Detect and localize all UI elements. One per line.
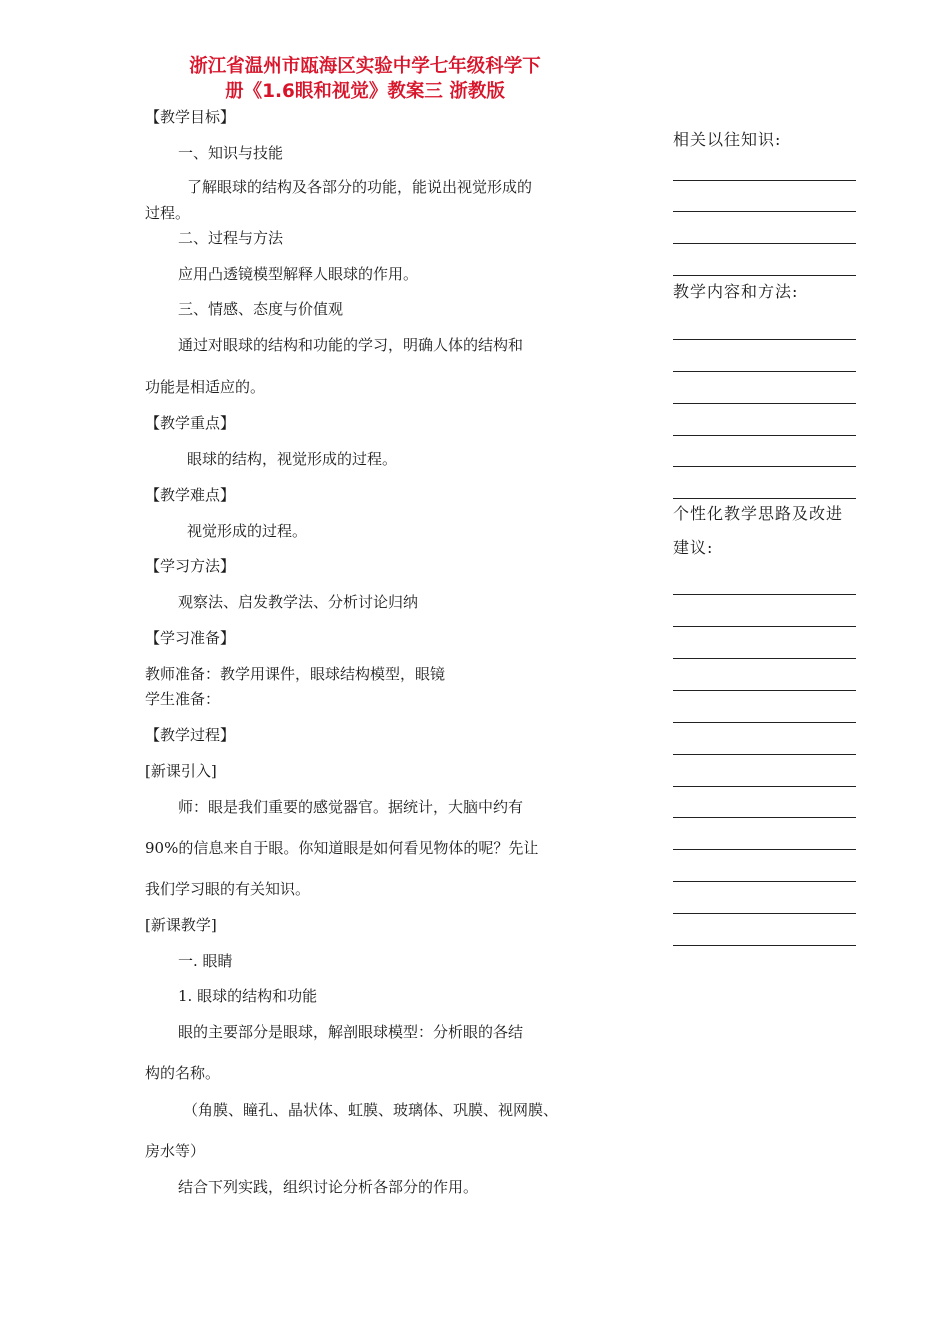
teacher-prep: 教师准备：教学用课件，眼球结构模型，眼镜	[145, 665, 446, 683]
procedure-heading: 【教学过程】	[145, 726, 236, 744]
intro-heading: [新课引入]	[145, 762, 217, 780]
note-line	[673, 435, 856, 436]
emotion-text-2: 功能是相适应的。	[145, 378, 266, 396]
note-line	[673, 275, 856, 276]
knowledge-text-1: 了解眼球的结构及各部分的功能，能说出视觉形成的	[187, 178, 533, 196]
parts-text-2: 房水等）	[145, 1142, 206, 1160]
intro-text-2: 90%的信息来自于眼。你知道眼是如何看见物体的呢？先让	[145, 839, 539, 857]
note-line	[673, 594, 856, 595]
note-line	[673, 339, 856, 340]
knowledge-heading: 一、知识与技能	[178, 144, 284, 162]
student-prep: 学生准备：	[145, 690, 221, 708]
note-line	[673, 180, 856, 181]
teach-heading: [新课教学]	[145, 916, 217, 934]
goals-heading: 【教学目标】	[145, 108, 236, 126]
note-line	[673, 466, 856, 467]
title-line-2: 册《1.6眼和视觉》教案三 浙教版	[225, 81, 505, 102]
knowledge-text-2: 过程。	[145, 204, 191, 222]
note-line	[673, 913, 856, 914]
note-line	[673, 786, 856, 787]
emotion-heading: 三、情感、态度与价值观	[178, 300, 344, 318]
eye-text-1: 眼的主要部分是眼球，解剖眼球模型：分析眼的各结	[178, 1023, 524, 1041]
prep-heading: 【学习准备】	[145, 629, 236, 647]
title-line-1: 浙江省温州市瓯海区实验中学七年级科学下	[189, 56, 541, 77]
note-line	[673, 626, 856, 627]
method-text: 观察法、启发教学法、分析讨论归纳	[178, 593, 419, 611]
note-line	[673, 817, 856, 818]
prior-knowledge-label: 相关以往知识:	[673, 130, 782, 149]
eye-heading: 一. 眼睛	[178, 952, 233, 970]
intro-text-3: 我们学习眼的有关知识。	[145, 880, 311, 898]
note-line	[673, 881, 856, 882]
note-line	[673, 849, 856, 850]
personal-ideas-label-1: 个性化教学思路及改进	[673, 504, 844, 523]
note-line	[673, 243, 856, 244]
content-method-label: 教学内容和方法:	[673, 282, 799, 301]
note-line	[673, 722, 856, 723]
note-line	[673, 211, 856, 212]
eye-subheading: 1. 眼球的结构和功能	[178, 987, 318, 1005]
note-line	[673, 658, 856, 659]
parts-text-1: （角膜、瞳孔、晶状体、虹膜、玻璃体、巩膜、视网膜、	[183, 1101, 559, 1119]
key-text: 眼球的结构，视觉形成的过程。	[187, 450, 398, 468]
practice-text: 结合下列实践，组织讨论分析各部分的作用。	[178, 1178, 479, 1196]
intro-text-1: 师：眼是我们重要的感觉器官。据统计，大脑中约有	[178, 798, 524, 816]
personal-ideas-label-2: 建议:	[673, 538, 714, 557]
document-title	[130, 54, 600, 104]
emotion-text-1: 通过对眼球的结构和功能的学习，明确人体的结构和	[178, 336, 524, 354]
method-heading: 【学习方法】	[145, 557, 236, 575]
key-heading: 【教学重点】	[145, 414, 236, 432]
note-line	[673, 371, 856, 372]
note-line	[673, 690, 856, 691]
difficulty-heading: 【教学难点】	[145, 486, 236, 504]
note-line	[673, 403, 856, 404]
process-heading: 二、过程与方法	[178, 229, 284, 247]
note-line	[673, 498, 856, 499]
difficulty-text: 视觉形成的过程。	[187, 522, 308, 540]
process-text: 应用凸透镜模型解释人眼球的作用。	[178, 265, 419, 283]
eye-text-2: 构的名称。	[145, 1064, 221, 1082]
note-line	[673, 945, 856, 946]
note-line	[673, 754, 856, 755]
